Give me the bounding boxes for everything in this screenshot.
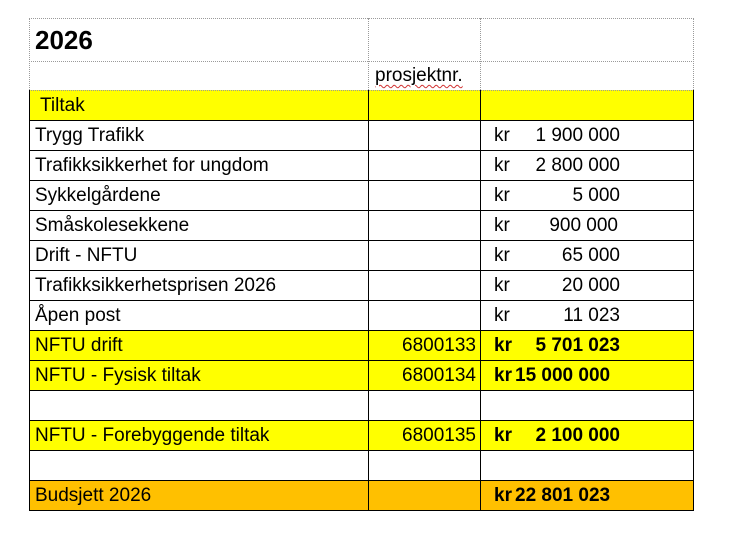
subtotal-label: NFTU - Forebyggende tiltak [35, 424, 270, 446]
item-amount: 11 023 [563, 304, 620, 326]
project-number-header: prosjektnr. [375, 65, 463, 86]
table-row [29, 270, 694, 300]
total-label: Budsjett 2026 [35, 484, 152, 506]
currency-label: kr [494, 154, 510, 176]
column-divider [480, 90, 481, 511]
subtotal-label: NFTU - Fysisk tiltak [35, 364, 201, 386]
table-row [29, 120, 694, 150]
currency-label: kr [494, 214, 510, 236]
table-border [693, 18, 694, 90]
empty-row [29, 450, 694, 480]
currency-label: kr [494, 184, 510, 206]
currency-label: kr [494, 334, 512, 356]
table-row [29, 150, 694, 180]
item-label: Småskolesekkene [35, 214, 190, 236]
item-label: Trafikksikkerhetsprisen 2026 [35, 274, 277, 296]
table-row [29, 240, 694, 270]
currency-label: kr [494, 124, 510, 146]
column-divider [368, 90, 369, 511]
subtotal-amount: 15 000 000 [515, 364, 611, 386]
currency-label: kr [494, 364, 512, 386]
table-row [29, 180, 694, 210]
header-row [29, 61, 694, 90]
table-border [693, 90, 694, 511]
table-row [29, 210, 694, 240]
item-amount: 20 000 [561, 274, 620, 296]
total-row [29, 480, 694, 511]
item-label: Drift - NFTU [35, 244, 138, 266]
currency-label: kr [494, 244, 510, 266]
item-amount: 1 900 000 [535, 124, 620, 146]
item-amount: 5 000 [572, 184, 620, 206]
subtotal-row [29, 330, 694, 360]
item-amount: 900 000 [549, 214, 618, 236]
item-label: Trygg Trafikk [35, 124, 145, 146]
subtotal-row [29, 420, 694, 450]
item-amount: 65 000 [561, 244, 620, 266]
currency-label: kr [494, 424, 512, 446]
currency-label: kr [494, 274, 510, 296]
column-divider [368, 18, 369, 90]
table-border [29, 90, 30, 511]
subtotal-label: NFTU drift [35, 334, 123, 356]
project-number: 6800134 [402, 364, 476, 386]
subtotal-row [29, 360, 694, 390]
year-title: 2026 [35, 24, 93, 55]
item-label: Sykkelgårdene [35, 184, 161, 206]
currency-label: kr [494, 484, 512, 506]
title-row [29, 18, 694, 61]
item-label: Trafikksikkerhet for ungdom [35, 154, 269, 176]
currency-label: kr [494, 304, 510, 326]
table-border [29, 18, 30, 90]
subtotal-amount: 2 100 000 [535, 424, 620, 446]
empty-row [29, 390, 694, 420]
item-label: Åpen post [35, 304, 121, 326]
total-amount: 22 801 023 [515, 484, 611, 506]
table-row [29, 300, 694, 330]
subtotal-amount: 5 701 023 [535, 334, 620, 356]
project-number: 6800133 [402, 334, 476, 356]
project-number: 6800135 [402, 424, 476, 446]
item-amount: 2 800 000 [535, 154, 620, 176]
column-divider [480, 18, 481, 90]
section-heading: Tiltak [40, 94, 85, 116]
section-heading-row [29, 90, 694, 120]
